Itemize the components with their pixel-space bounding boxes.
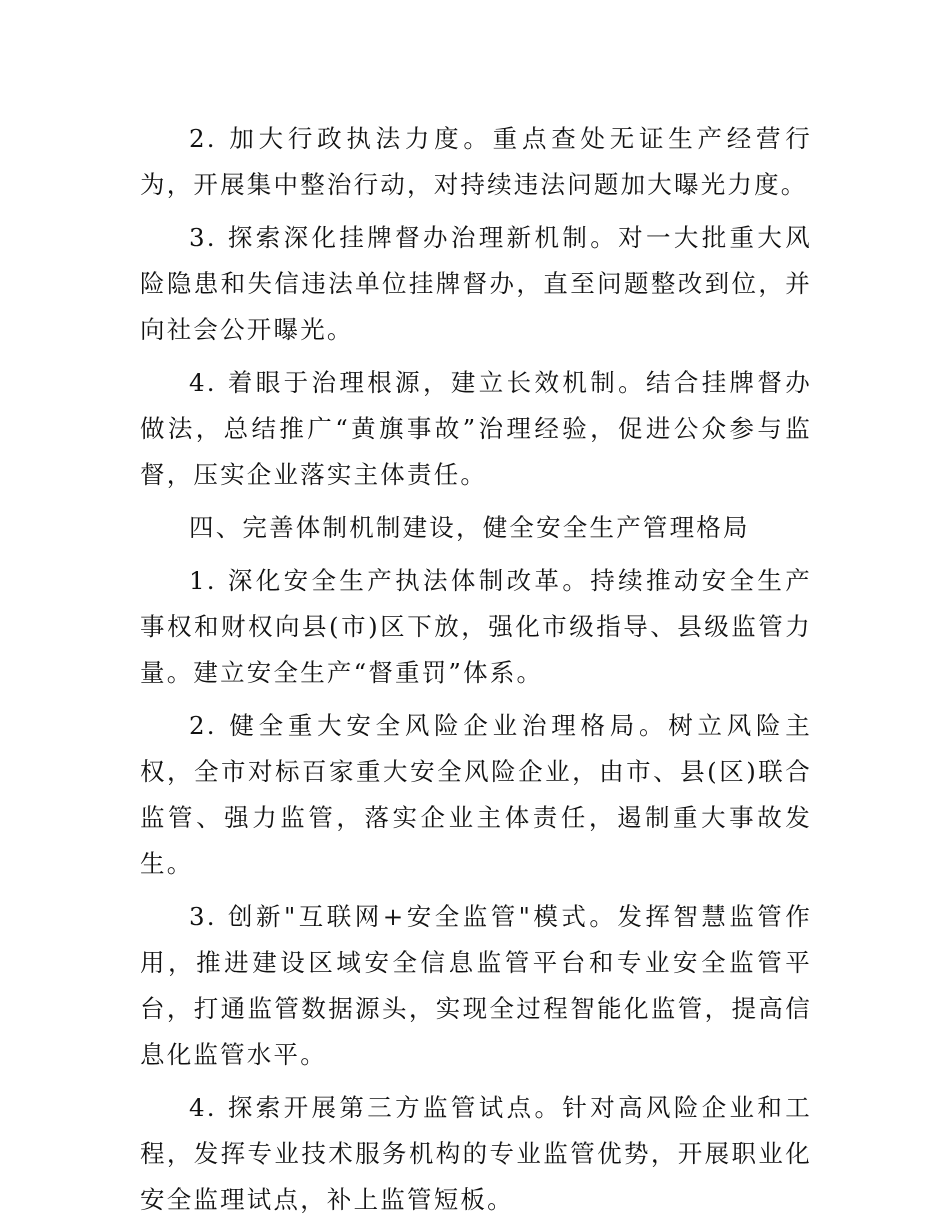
paragraph-listing-supervision: 3. 探索深化挂牌督办治理新机制。对一大批重大风险隐患和失信违法单位挂牌督办，直至问题整改到位，并向社会公开曝光。 bbox=[140, 223, 812, 344]
section-heading: 四、完善体制机制建设，健全安全生产管理格局 bbox=[189, 513, 750, 542]
paragraph-enforcement: 2. 加大行政执法力度。重点查处无证生产经营行为，开展集中整治行动，对持续违法问题加大曝光力度。 bbox=[140, 124, 812, 199]
document-body bbox=[140, 116, 812, 1230]
paragraph-long-term-mechanism: 4. 着眼于治理根源，建立长效机制。结合挂牌督办做法，总结推广“黄旗事故”治理经验，促进公众参与监督，压实企业落实主体责任。 bbox=[140, 368, 812, 489]
paragraph-major-risk-governance: 2. 健全重大安全风险企业治理格局。树立风险主权，全市对标百家重大安全风险企业，由市、县(区)联合监管、强力监管，落实企业主体责任，遏制重大事故发生。 bbox=[140, 711, 812, 878]
paragraph-internet-supervision: 3. 创新"互联网+安全监管"模式。发挥智慧监管作用，推进建设区域安全信息监管平台和专业安全监管平台，打通监管数据源头，实现全过程智能化监管，提高信息化监管水平。 bbox=[140, 902, 812, 1069]
paragraph-third-party-pilot: 4. 探索开展第三方监管试点。针对高风险企业和工程，发挥专业技术服务机构的专业监管优势，开展职业化安全监理试点，补上监管短板。 bbox=[140, 1093, 812, 1214]
paragraph-law-enforcement-reform: 1. 深化安全生产执法体制改革。持续推动安全生产事权和财权向县(市)区下放，强化市级指导、县级监管力量。建立安全生产“督重罚”体系。 bbox=[140, 566, 812, 687]
